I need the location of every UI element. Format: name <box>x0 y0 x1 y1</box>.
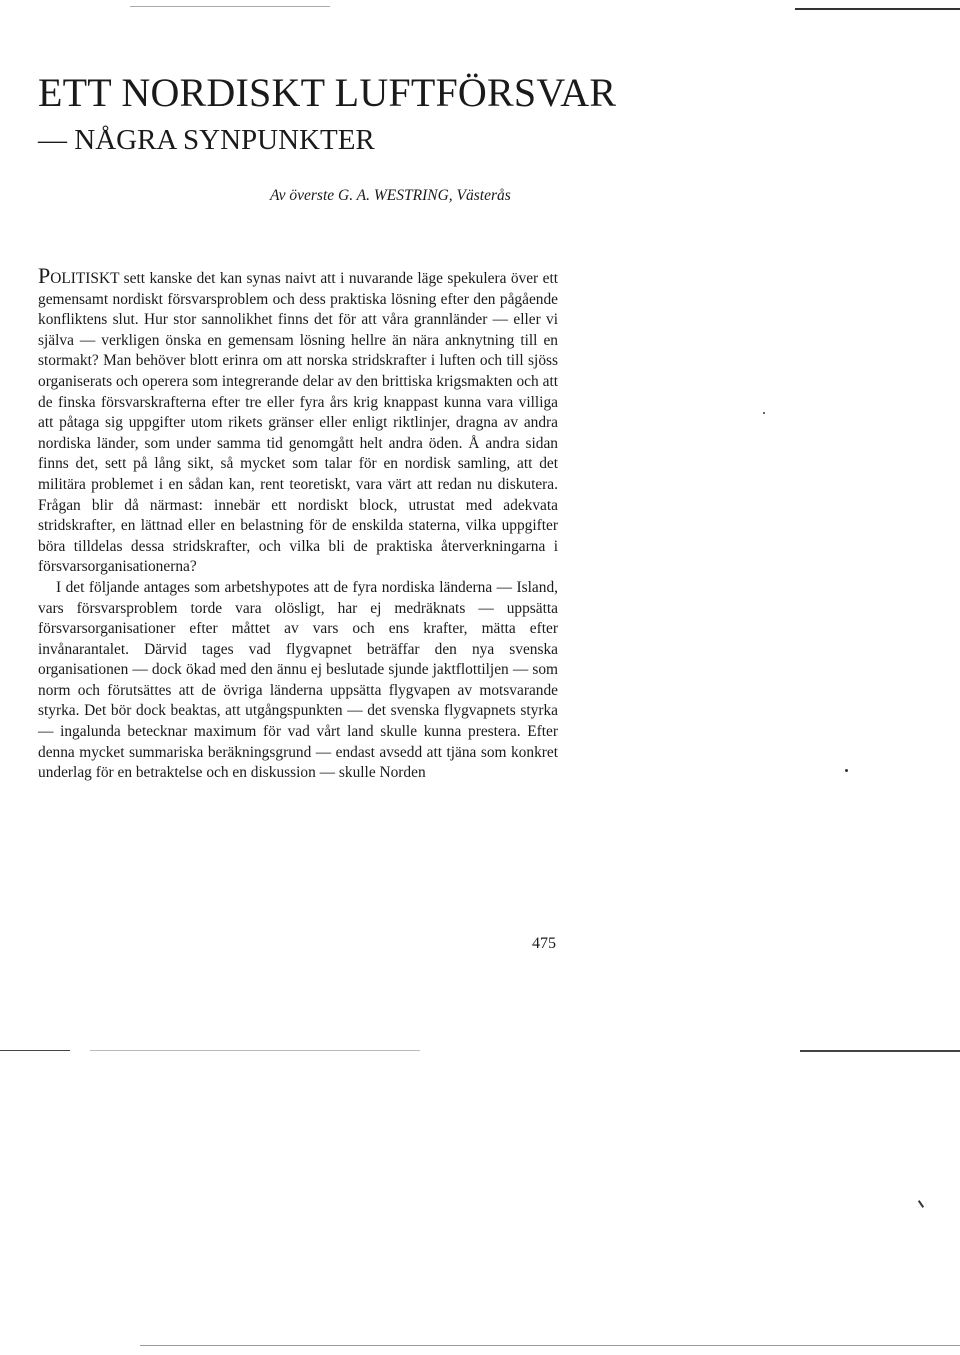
scan-artifact-top-left <box>130 6 330 7</box>
paragraph-2: I det följande antages som arbetshypotes att de fyra nordiska länderna — Island, vars försvarsproblem torde vara olösligt, har ej medräknats — uppsätta försvarsorganisationer efter måttet av vars och ens krafter, mätta efter invånarantalet. Därvid tages vad flygvapnet beträffar den nya svenska organisationen — dock ökad med den ännu ej beslutade sjunde jaktflottiljen — som norm och förutsättes att de övriga länderna uppsätta flygvapen av motsvarande styrka. Det bör dock beaktas, att utgångspunkten — det svenska flygvapnets styrka — ingalunda betecknar maximum för vad vårt land skulle kunna prestera. Efter denna mycket summariska beräkningsgrund — endast avsedd att tjäna som konkret underlag för en betraktelse och en diskussion — skulle Norden <box>38 578 558 782</box>
drop-cap: P <box>38 263 51 288</box>
paragraph-1-text: OLITISKT sett kanske det kan synas naivt att i nuvarande läge spekulera över ett gemensamt nordiskt försvarsproblem och dess praktiska lösning efter den pågående konfliktens slut. Hur stor sannolikhet finns det för att våra grannländer — eller vi själva — verkligen önska en gemensam lösning hellre än nära anknytning till en stormakt? Man behöver blott erinra om att norska stridskrafter i luften och till sjöss organiserats och operera som integrerande delar av den brittiska krigsmakten och att de finska försvarskrafterna efter tre eller fyra års krig knappast kunna vara villiga att påtaga sig uppgifter utom rikets gränser eller enligt riktlinjer, dragna av andra nordiska länder, som under samma tid genomgått helt andra öden. Å andra sidan finns det, sett på lång sikt, så mycket som talar för en nordisk samling, att det militära problemet i en sådan kan, rent teoretiskt, vara värt att redan nu diskutera. Frågan blir då närmast: innebär ett nordiskt block, utrustat med adekvata stridskrafter, en lättnad eller en belastning för de enskilda staterna, vilka uppgifter böra tilldelas dessa stridskrafter, och vilka bli de praktiska återverkningarna i försvarsorganisationerna? <box>38 270 558 576</box>
article-title: ETT NORDISKT LUFTFÖRSVAR <box>38 70 617 115</box>
article-byline: Av överste G. A. WESTRING, Västerås <box>270 187 511 204</box>
article-subtitle: — NÅGRA SYNPUNKTER <box>38 124 375 156</box>
scan-artifact-mid-right <box>800 1050 960 1052</box>
scan-artifact-mid-left <box>0 1050 70 1051</box>
paragraph-1 <box>38 263 558 578</box>
scan-artifact-bottom <box>140 1345 960 1346</box>
page-number: 475 <box>532 935 556 952</box>
scan-speck <box>763 412 765 414</box>
scan-artifact-mid-center <box>90 1050 420 1051</box>
scan-artifact-top-right <box>795 8 960 10</box>
scan-speck <box>918 1200 924 1208</box>
scan-speck <box>845 769 848 772</box>
article-body <box>38 263 558 784</box>
